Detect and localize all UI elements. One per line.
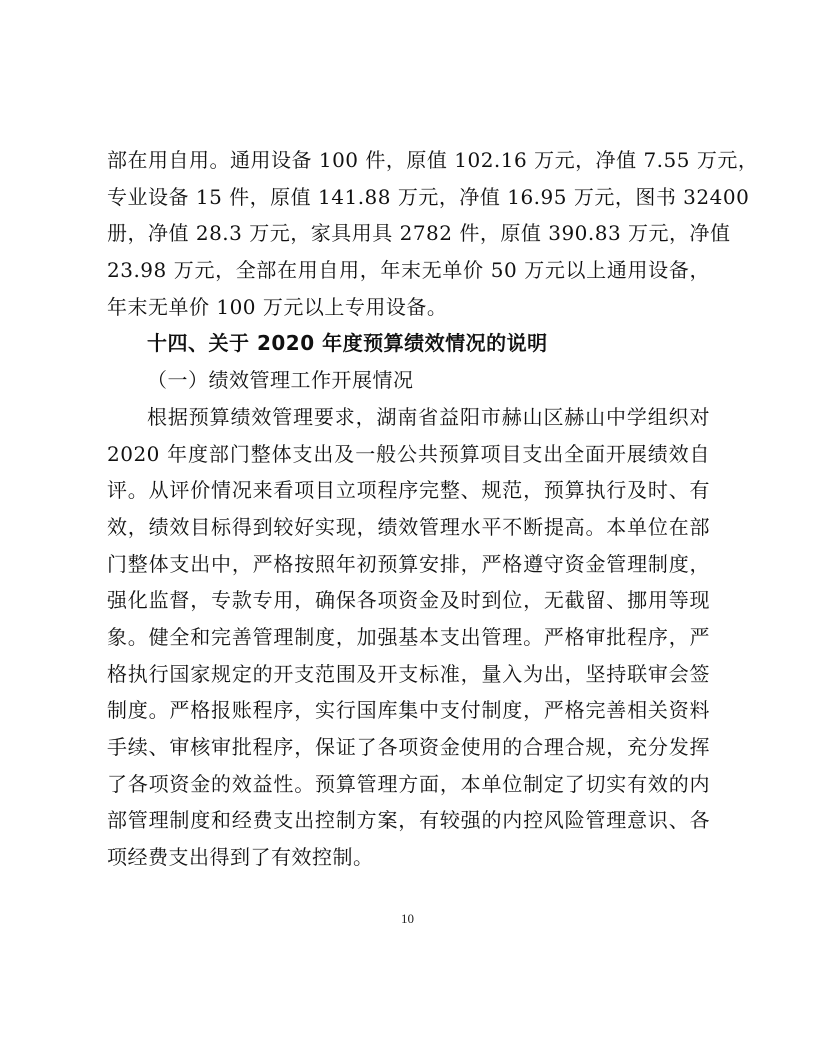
paragraph-line: 格执行国家规定的开支范围及开支标准，量入为出，坚持联审会签 — [107, 661, 710, 686]
paragraph-line: 效，绩效目标得到较好实现，绩效管理水平不断提高。本单位在部 — [107, 514, 710, 539]
paragraph-line: 手续、审核审批程序，保证了各项资金使用的合理合规，充分发挥 — [107, 735, 710, 759]
paragraph-line: 2020 年度部门整体支出及一般公共预算项目支出全面开展绩效自 — [107, 441, 710, 466]
text-line: 部在用自用。通用设备 100 件，原值 102.16 万元，净值 7.55 万元， — [107, 148, 759, 172]
text-line: 23.98 万元，全部在用自用，年末无单价 50 万元以上通用设备， — [107, 258, 710, 283]
text-line: 年末无单价 100 万元以上专用设备。 — [107, 294, 448, 319]
paragraph-line: 评。从评价情况来看项目立项程序完整、规范，预算执行及时、有 — [107, 478, 710, 503]
subsection-heading: （一）绩效管理工作开展情况 — [147, 368, 414, 393]
paragraph-line: 制度。严格报账程序，实行国库集中支付制度，严格完善相关资料 — [107, 698, 710, 723]
page-number: 10 — [401, 911, 414, 926]
document-body — [107, 142, 759, 876]
paragraph-line: 强化监督，专款专用，确保各项资金及时到位，无截留、挪用等现 — [107, 588, 710, 613]
paragraph-line: 项经费支出得到了有效控制。 — [107, 845, 374, 870]
paragraph-line: 了各项资金的效益性。预算管理方面，本单位制定了切实有效的内 — [107, 771, 710, 796]
paragraph-line: 根据预算绩效管理要求，湖南省益阳市赫山区赫山中学组织对 — [147, 404, 710, 429]
text-line: 专业设备 15 件，原值 141.88 万元，净值 16.95 万元，图书 32400 — [107, 184, 750, 209]
text-line: 册，净值 28.3 万元，家具用具 2782 件，原值 390.83 万元，净值 — [107, 221, 731, 246]
paragraph-line: 部管理制度和经费支出控制方案，有较强的内控风险管理意识、各 — [107, 808, 710, 833]
section-heading: 十四、关于 2020 年度预算绩效情况的说明 — [147, 331, 548, 356]
paragraph-line: 象。健全和完善管理制度，加强基本支出管理。严格审批程序，严 — [107, 624, 710, 649]
paragraph-line: 门整体支出中，严格按照年初预算安排，严格遵守资金管理制度， — [107, 551, 710, 576]
